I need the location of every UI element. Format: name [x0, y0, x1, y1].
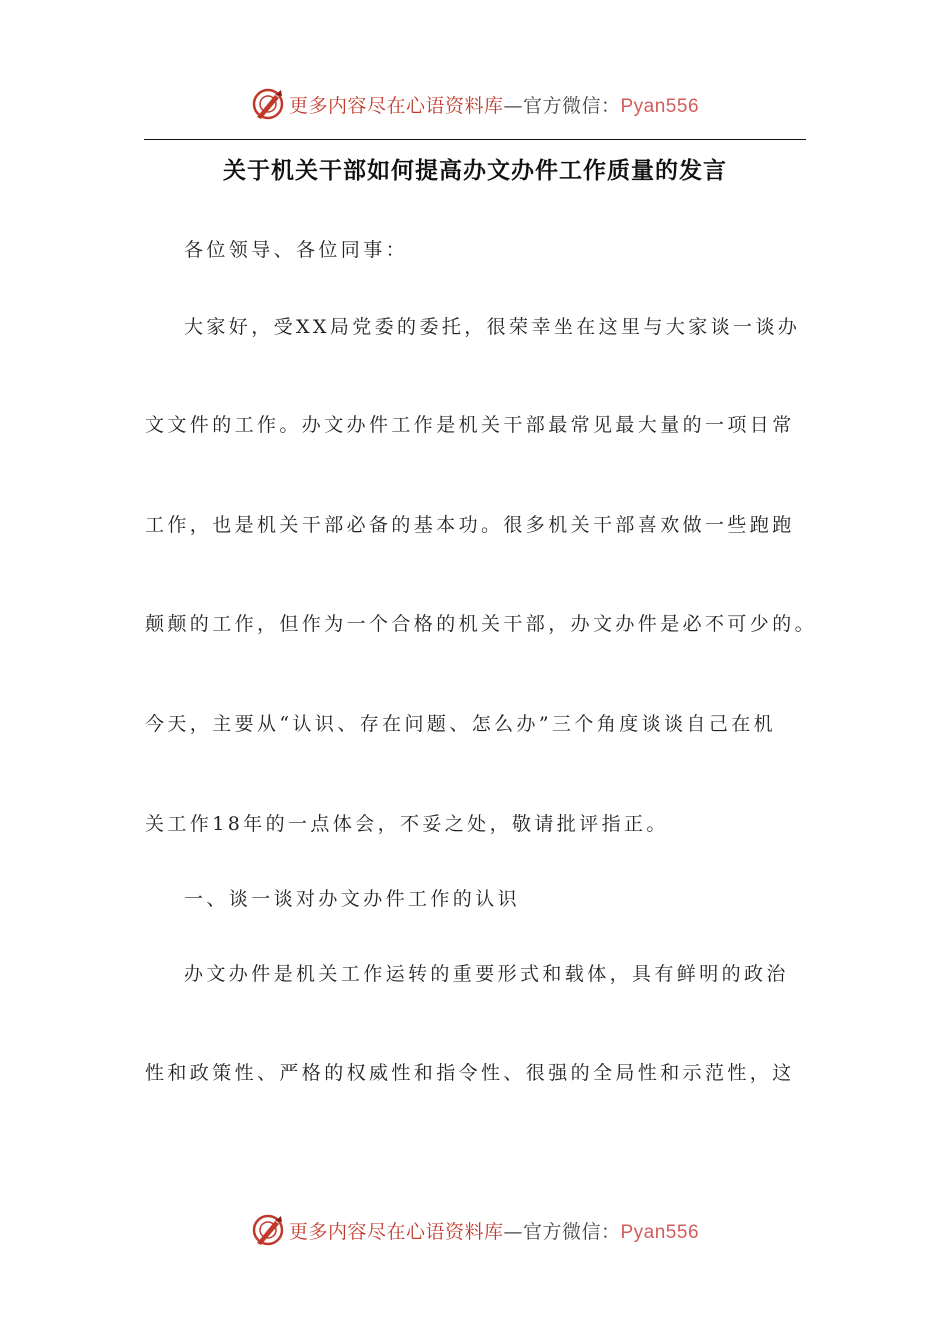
banner-site-text: 更多内容尽在心语资料库 [288, 1220, 504, 1243]
section-heading: 一、谈一谈对办文办件工作的认识 [184, 888, 521, 910]
document-title: 关于机关干部如何提高办文办件工作质量的发言 [223, 157, 727, 184]
paragraph-line: 大家好，受XX局党委的委托，很荣幸坐在这里与大家谈一谈办 [184, 316, 801, 338]
banner-site-text: 更多内容尽在心语资料库 [288, 94, 504, 117]
banner-text [289, 1217, 699, 1244]
banner-text [289, 91, 699, 118]
paragraph-line: 工作，也是机关干部必备的基本功。很多机关干部喜欢做一些跑跑 [145, 514, 795, 536]
header-banner [0, 84, 950, 124]
pen-logo-icon [251, 87, 285, 121]
banner-wechat-label: —官方微信： [503, 1220, 621, 1243]
pen-logo-icon [251, 1213, 285, 1247]
banner-wechat-label: —官方微信： [503, 94, 621, 117]
paragraph-line: 关工作18年的一点体会，不妥之处，敬请批评指正。 [145, 813, 669, 835]
paragraph-line: 文文件的工作。办文办件工作是机关干部最常见最大量的一项日常 [145, 414, 795, 436]
paragraph-line: 性和政策性、严格的权威性和指令性、很强的全局性和示范性，这 [145, 1062, 795, 1084]
paragraph-line: 今天，主要从“认识、存在问题、怎么办”三个角度谈谈自己在机 [145, 713, 777, 735]
salutation: 各位领导、各位同事： [184, 239, 409, 261]
paragraph-line: 颠颠的工作，但作为一个合格的机关干部，办文办件是必不可少的。 [145, 613, 818, 635]
footer-banner [0, 1210, 950, 1250]
banner-wechat-handle: Pyan556 [620, 1221, 700, 1243]
header-divider [144, 139, 806, 140]
banner-wechat-handle: Pyan556 [620, 95, 700, 117]
paragraph-line: 办文办件是机关工作运转的重要形式和载体，具有鲜明的政治 [184, 963, 789, 985]
